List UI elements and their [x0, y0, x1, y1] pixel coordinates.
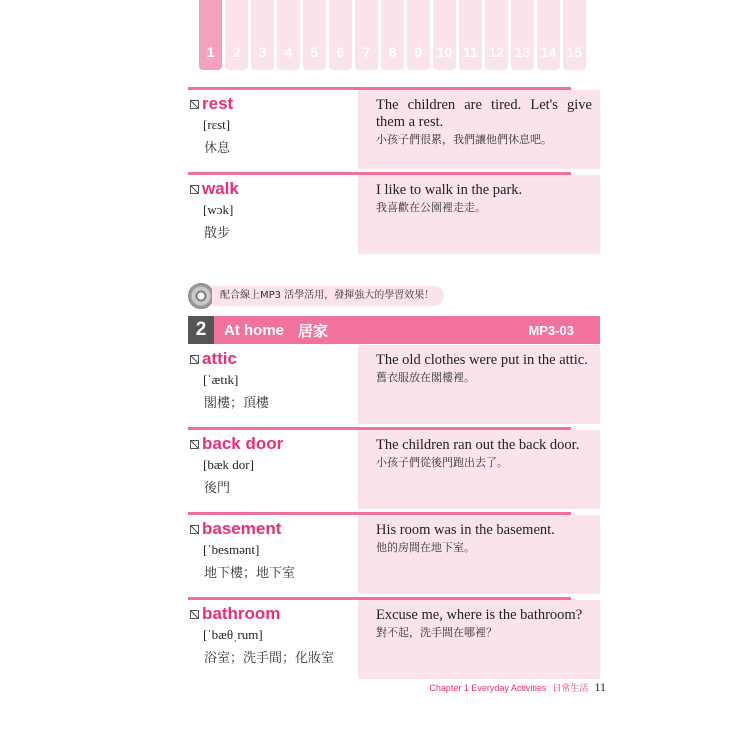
audio-note-text: 配合線上MP3 活學活用，發揮強大的學習效果！ — [212, 286, 444, 306]
vocab-entry — [188, 597, 600, 679]
chapter-tab[interactable]: 14 — [537, 0, 560, 70]
section-number: 2 — [188, 316, 214, 344]
translation: 閣樓；頂樓 — [204, 396, 270, 411]
example-translation: 小孩子們從後門跑出去了。 — [376, 456, 508, 469]
translation: 散步 — [204, 226, 231, 241]
checkbox-icon[interactable] — [190, 525, 199, 534]
checkbox-icon[interactable] — [190, 440, 199, 449]
example-translation: 我喜歡在公園裡走走。 — [376, 201, 486, 214]
example-translation: 小孩子們很累，我們讓他們休息吧。 — [376, 133, 552, 146]
vocab-word: back door — [202, 434, 284, 453]
example-sentence: I like to walk in the park. — [376, 182, 523, 198]
example-sentence: The children ran out the back door. — [376, 437, 580, 453]
chapter-tab[interactable]: 6 — [329, 0, 352, 70]
phonetic: [wɔk] — [203, 202, 234, 217]
vocab-word: basement — [202, 519, 282, 538]
phonetic: [rɛst] — [203, 117, 231, 132]
footer-chapter: Chapter 1 Everyday Activities — [429, 683, 547, 693]
translation: 浴室；洗手間；化妝室 — [204, 651, 335, 666]
vocab-entry — [188, 172, 600, 254]
cd-icon — [188, 283, 214, 309]
chapter-tab[interactable]: 12 — [485, 0, 508, 70]
footer-chapter-zh: 日常生活 — [552, 684, 589, 694]
entry-term — [188, 600, 358, 666]
translation: 休息 — [204, 141, 231, 156]
phonetic: [ˈbesmənt] — [203, 542, 260, 557]
example-translation: 對不起，洗手間在哪裡？ — [376, 626, 497, 639]
chapter-tab[interactable]: 2 — [225, 0, 248, 70]
example-sentence: The children are tired. Let's give them a rest. — [376, 97, 592, 130]
chapter-tab[interactable]: 10 — [433, 0, 456, 70]
section-title-zh: 居家 — [298, 321, 329, 340]
vocab-word: bathroom — [202, 604, 281, 623]
chapter-tab[interactable]: 9 — [407, 0, 430, 70]
example-box — [358, 90, 600, 169]
vocab-entry — [188, 427, 600, 509]
phonetic: [bæk dor] — [203, 457, 254, 472]
vocab-entry — [188, 87, 600, 169]
phonetic: [ˈætɪk] — [203, 372, 239, 387]
example-box — [358, 430, 600, 509]
translation: 地下樓；地下室 — [204, 566, 296, 581]
vocab-word: attic — [202, 349, 237, 368]
example-box — [358, 345, 600, 424]
checkbox-icon[interactable] — [190, 355, 199, 364]
chapter-tabs — [199, 0, 586, 70]
chapter-tab[interactable]: 5 — [303, 0, 326, 70]
entry-term — [188, 345, 358, 411]
example-translation: 他的房間在地下室。 — [376, 541, 475, 554]
checkbox-icon[interactable] — [190, 610, 199, 619]
checkbox-icon[interactable] — [190, 185, 199, 194]
chapter-tab[interactable]: 1 — [199, 0, 222, 70]
chapter-tab[interactable]: 11 — [459, 0, 482, 70]
phonetic: [ˈbæθˌrum] — [203, 627, 263, 642]
entry-term — [188, 175, 358, 241]
example-sentence: His room was in the basement. — [376, 522, 555, 538]
entry-term — [188, 90, 358, 156]
chapter-tab[interactable]: 8 — [381, 0, 404, 70]
example-sentence: The old clothes were put in the attic. — [376, 352, 588, 368]
vocab-entry — [188, 512, 600, 594]
translation: 後門 — [204, 481, 231, 496]
vocab-entry — [188, 342, 600, 424]
example-sentence: Excuse me, where is the bathroom? — [376, 607, 583, 623]
entry-term — [188, 430, 358, 496]
example-box — [358, 600, 600, 679]
chapter-tab[interactable]: 3 — [251, 0, 274, 70]
chapter-tab[interactable]: 4 — [277, 0, 300, 70]
chapter-tab[interactable]: 15 — [563, 0, 586, 70]
entry-term — [188, 515, 358, 581]
audio-note — [188, 282, 444, 310]
chapter-tab[interactable]: 13 — [511, 0, 534, 70]
checkbox-icon[interactable] — [190, 100, 199, 109]
vocab-word: walk — [202, 179, 239, 198]
page-number: 11 — [594, 680, 606, 694]
example-translation: 舊衣服放在閣樓裡。 — [376, 371, 475, 384]
page-footer — [429, 680, 606, 695]
section-title: At home — [224, 321, 284, 339]
section-header — [188, 316, 600, 344]
audio-track-code: MP3-03 — [528, 322, 574, 338]
chapter-tab[interactable]: 7 — [355, 0, 378, 70]
example-box — [358, 175, 600, 254]
vocab-word: rest — [202, 94, 234, 113]
example-box — [358, 515, 600, 594]
